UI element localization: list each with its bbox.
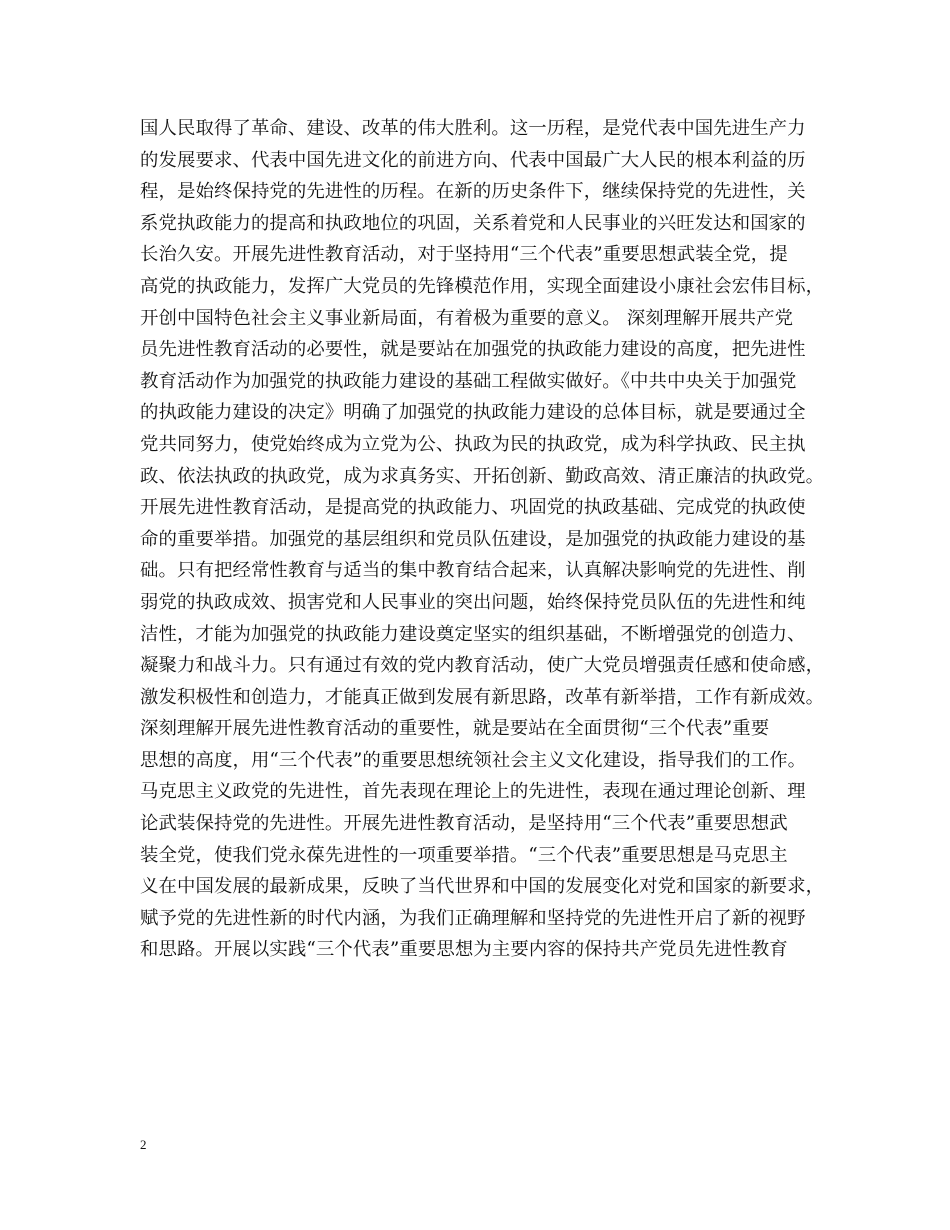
text-line: 础。只有把经常性教育与适当的集中教育结合起来，认真解决影响党的先进性、削 — [140, 560, 806, 582]
text-line: 洁性，才能为加强党的执政能力建设奠定坚实的组织基础，不断增强党的创造力、 — [140, 623, 806, 645]
text-line: 的发展要求、代表中国先进文化的前进方向、代表中国最广大人民的根本利益的历 — [140, 149, 806, 171]
text-line: 开展先进性教育活动，是提高党的执政能力、巩固党的执政基础、完成党的执政使 — [140, 497, 806, 519]
text-line: 装全党，使我们党永葆先进性的一项重要举措。“三个代表”重要思想是马克思主 — [140, 844, 788, 866]
text-line: 论武装保持党的先进性。开展先进性教育活动，是坚持用“三个代表”重要思想武 — [140, 813, 788, 835]
text-line: 程，是始终保持党的先进性的历程。在新的历史条件下，继续保持党的先进性，关 — [140, 181, 806, 203]
text-line: 长治久安。开展先进性教育活动，对于坚持用“三个代表”重要思想武装全党，提 — [140, 244, 788, 266]
text-line: 赋予党的先进性新的时代内涵，为我们正确理解和坚持党的先进性开启了新的视野 — [140, 907, 806, 929]
text-line: 凝聚力和战斗力。只有通过有效的党内教育活动，使广大党员增强责任感和使命感， — [140, 655, 825, 677]
text-line: 高党的执政能力，发挥广大党员的先锋模范作用，实现全面建设小康社会宏伟目标， — [140, 275, 825, 297]
text-line: 命的重要举措。加强党的基层组织和党员队伍建设，是加强党的执政能力建设的基 — [140, 528, 806, 550]
text-line: 国人民取得了革命、建设、改革的伟大胜利。这一历程，是党代表中国先进生产力 — [140, 118, 806, 139]
text-line: 激发积极性和创造力，才能真正做到发展有新思路，改革有新举措，工作有新成效。 — [140, 686, 825, 708]
text-line: 的执政能力建设的决定》明确了加强党的执政能力建设的总体目标，就是要通过全 — [140, 402, 806, 424]
body-text — [140, 113, 830, 966]
text-line: 教育活动作为加强党的执政能力建设的基础工程做实做好。《中共中央关于加强党 — [140, 370, 797, 392]
text-line: 系党执政能力的提高和执政地位的巩固，关系着党和人民事业的兴旺发达和国家的 — [140, 212, 806, 234]
text-line: 和思路。开展以实践“三个代表”重要思想为主要内容的保持共产党员先进性教育 — [140, 939, 788, 961]
page-number: 2 — [140, 1137, 147, 1152]
text-line: 深刻理解开展先进性教育活动的重要性，就是要站在全面贯彻“三个代表”重要 — [140, 718, 770, 740]
text-line: 员先进性教育活动的必要性，就是要站在加强党的执政能力建设的高度，把先进性 — [140, 339, 806, 361]
text-line: 开创中国特色社会主义事业新局面，有着极为重要的意义。 深刻理解开展共产党 — [140, 307, 794, 329]
text-line: 政、依法执政的执政党，成为求真务实、开拓创新、勤政高效、清正廉洁的执政党。 — [140, 465, 825, 487]
text-line: 党共同努力，使党始终成为立党为公、执政为民的执政党，成为科学执政、民主执 — [140, 433, 806, 455]
text-line: 思想的高度，用“三个代表”的重要思想统领社会主义文化建设，指导我们的工作。 — [140, 749, 807, 771]
text-line: 马克思主义政党的先进性，首先表现在理论上的先进性，表现在通过理论创新、理 — [140, 781, 806, 803]
text-line: 义在中国发展的最新成果，反映了当代世界和中国的发展变化对党和国家的新要求， — [140, 876, 825, 898]
text-line: 弱党的执政成效、损害党和人民事业的突出问题，始终保持党员队伍的先进性和纯 — [140, 591, 806, 613]
